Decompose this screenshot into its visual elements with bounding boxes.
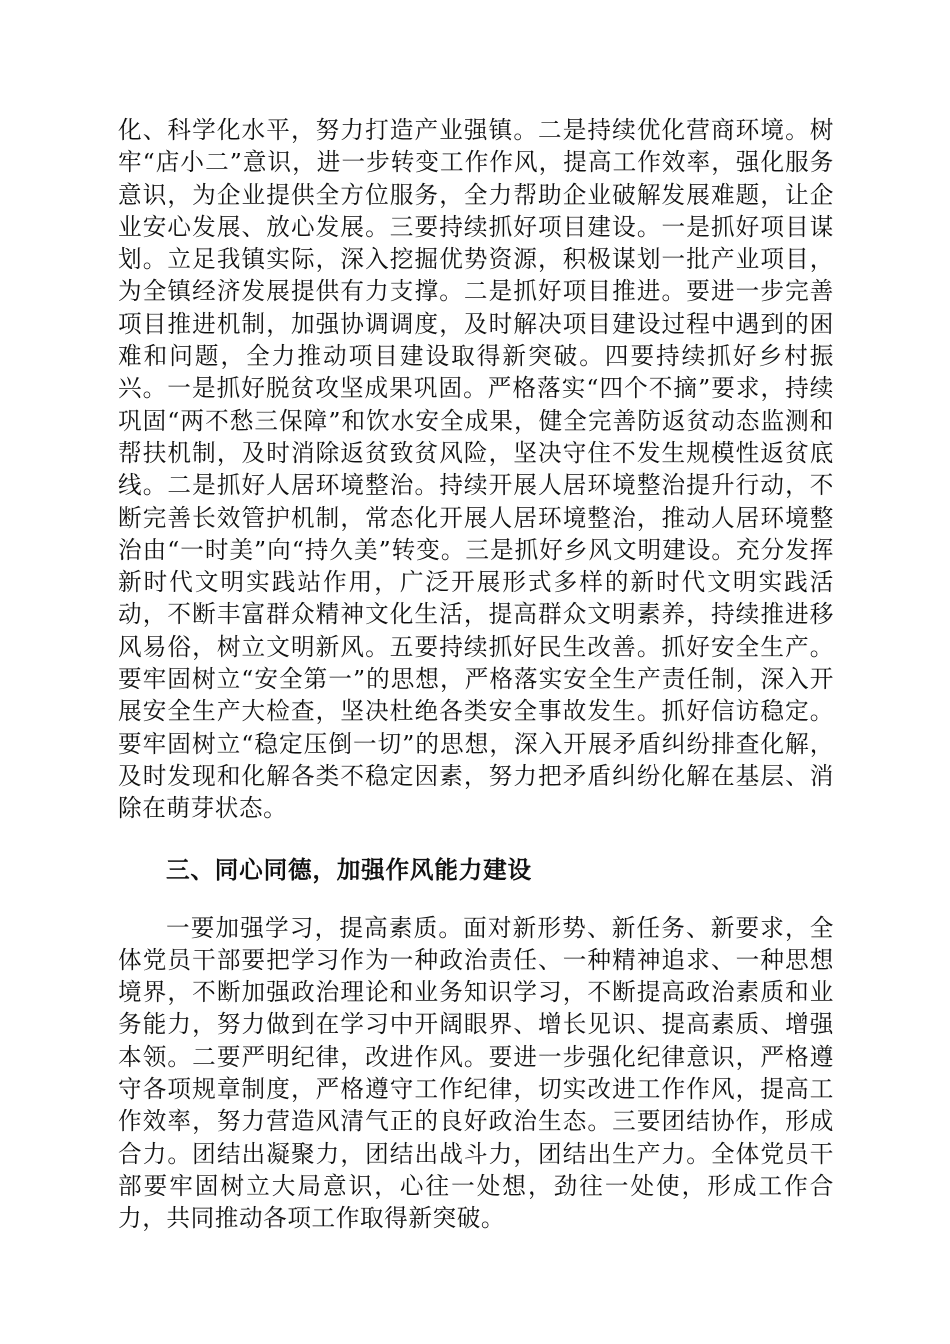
body-paragraph: 一要加强学习，提高素质。面对新形势、新任务、新要求，全体党员干部要把学习作为一种政治责任、一种精神追求、一种思想境界，不断加强政治理论和业务知识学习，不断提高政治素质和业务能力，努力做到在学习中开阔眼界、增长见识、提高素质、增强本领。二要严明纪律，改进作风。要进一步强化纪律意识，严格遵守各项规章制度，严格遵守工作纪律，切实改进工作作风，提高工作效率，努力营造风清气正的良好政治生态。三要团结协作，形成合力。团结出凝聚力，团结出战斗力，团结出生产力。全体党员干部要牢固树立大局意识，心往一处想，劲往一处使，形成工作合力，共同推动各项工作取得新突破。 <box>118 913 834 1233</box>
document-page <box>118 114 834 1235</box>
body-paragraph: 化、科学化水平，努力打造产业强镇。二是持续优化营商环境。树牢“店小二”意识，进一步转变工作作风，提高工作效率，强化服务意识，为企业提供全方位服务，全力帮助企业破解发展难题，让企业安心发展、放心发展。三要持续抓好项目建设。一是抓好项目谋划。立足我镇实际，深入挖掘优势资源，积极谋划一批产业项目，为全镇经济发展提供有力支撑。二是抓好项目推进。要进一步完善项目推进机制，加强协调调度，及时解决项目建设过程中遇到的困难和问题，全力推动项目建设取得新突破。四要持续抓好乡村振兴。一是抓好脱贫攻坚成果巩固。严格落实“四个不摘”要求，持续巩固“两不愁三保障”和饮水安全成果，健全完善防返贫动态监测和帮扶机制，及时消除返贫致贫风险，坚决守住不发生规模性返贫底线。二是抓好人居环境整治。持续开展人居环境整治提升行动，不断完善长效管护机制，常态化开展人居环境整治，推动人居环境整治由“一时美”向“持久美”转变。三是抓好乡风文明建设。充分发挥新时代文明实践站作用，广泛开展形式多样的新时代文明实践活动，不断丰富群众精神文化生活，提高群众文明素养，持续推进移风易俗，树立文明新风。五要持续抓好民生改善。抓好安全生产。要牢固树立“安全第一”的思想，严格落实安全生产责任制，深入开展安全生产大检查，坚决杜绝各类安全事故发生。抓好信访稳定。要牢固树立“稳定压倒一切”的思想，深入开展矛盾纠纷排查化解，及时发现和化解各类不稳定因素，努力把矛盾纠纷化解在基层、消除在萌芽状态。 <box>118 116 834 823</box>
section-heading: 三、同心同德，加强作风能力建设 <box>166 855 532 884</box>
